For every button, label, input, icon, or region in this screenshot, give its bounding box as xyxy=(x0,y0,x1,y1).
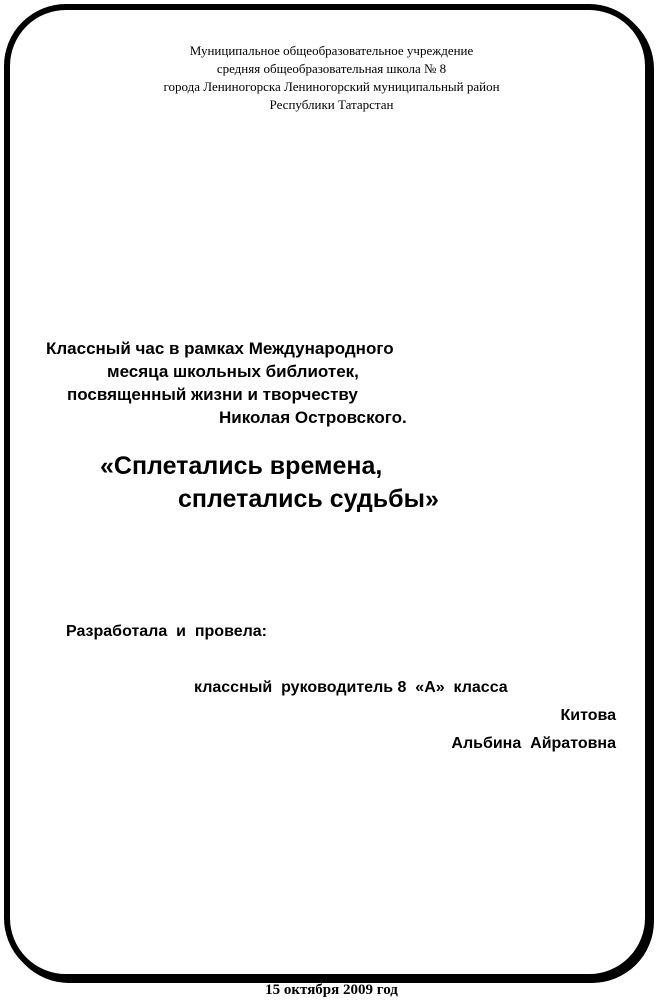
subject-line-1: Классный час в рамках Международного xyxy=(46,339,394,358)
event-title-line-2: сплетались судьбы» xyxy=(178,485,439,513)
event-title-line-1: «Сплетались времена, xyxy=(100,452,383,480)
author-heading: Разработала и провела: xyxy=(66,623,267,640)
subject-line-3: посвященный жизни и творчеству xyxy=(67,385,358,404)
header-line-1: Муниципальное общеобразовательное учреждение xyxy=(189,43,474,58)
document-date: 15 октября 2009 год xyxy=(265,982,398,998)
author-surname: Китова xyxy=(560,707,616,724)
subject-line-4: Николая Островского. xyxy=(219,408,407,427)
header-line-2: средняя общеобразовательная школа № 8 xyxy=(216,61,447,76)
header-line-3: города Лениногорска Лениногорский муниципальный район xyxy=(163,79,500,94)
school-header xyxy=(0,42,663,114)
author-name: Альбина Айратовна xyxy=(451,735,616,752)
author-position: классный руководитель 8 «А» класса xyxy=(194,679,508,696)
header-line-4: Республики Татарстан xyxy=(269,97,394,112)
subject-line-2: месяца школьных библиотек, xyxy=(107,362,359,381)
